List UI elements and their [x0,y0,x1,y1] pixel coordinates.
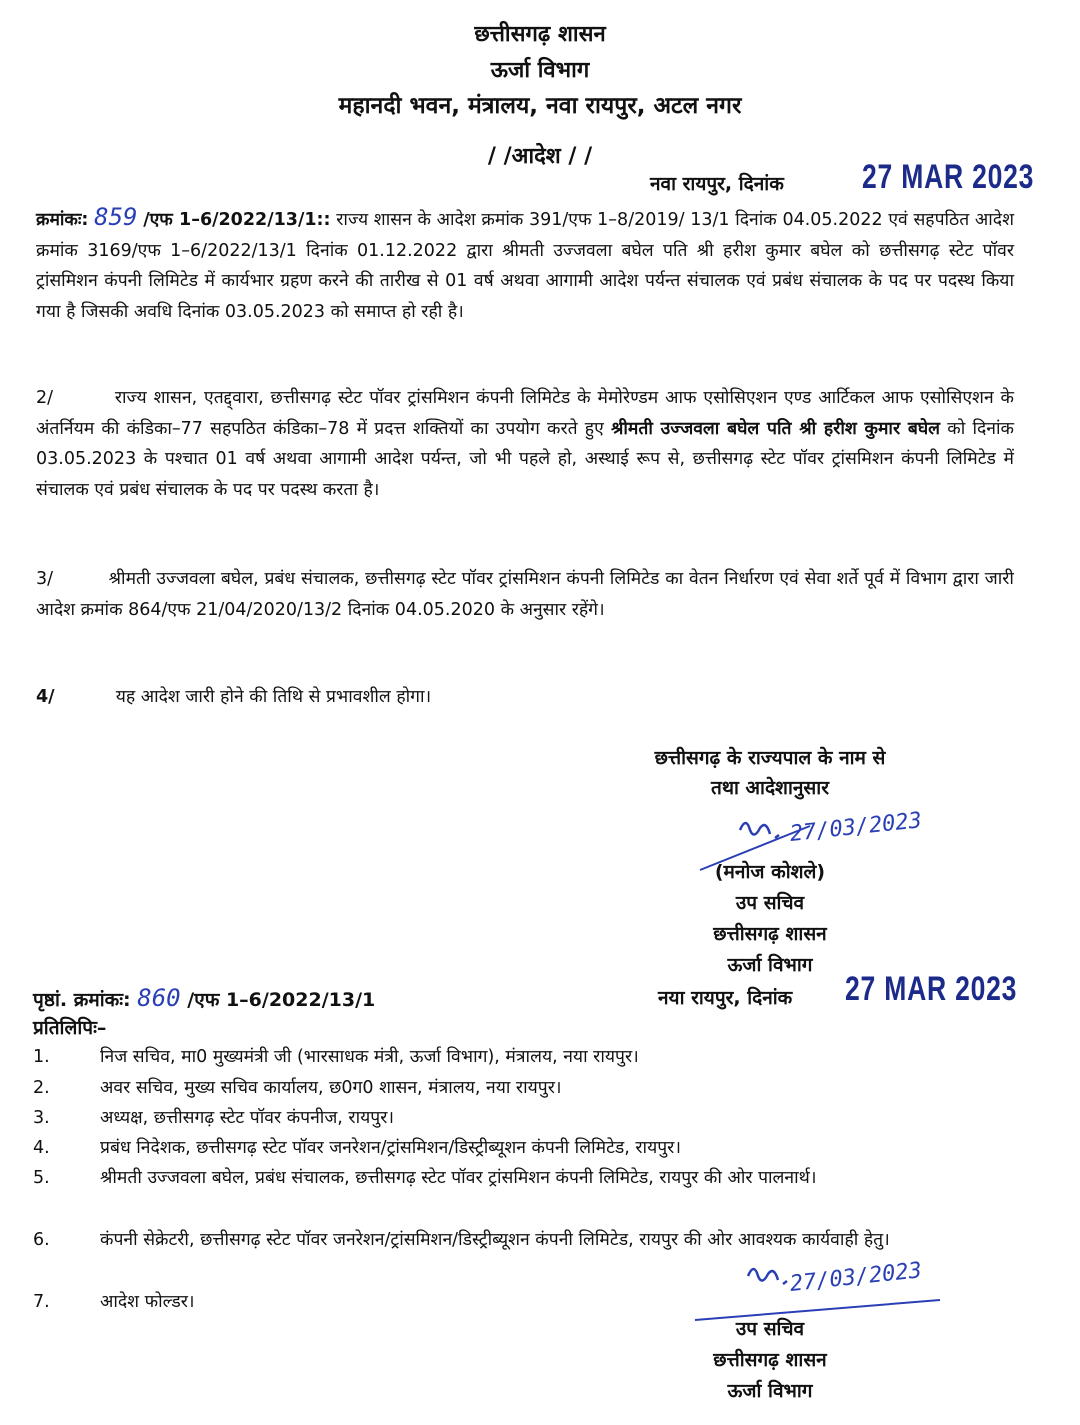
paragraph-2-officer-name: श्रीमती उज्जवला बघेल पति श्री हरीश कुमार बघेल [610,418,941,439]
copy-item-number: 6. [33,1230,50,1250]
date-stamp: 27 MAR 2023 [862,158,1035,196]
paragraph-4-number: 4/ [36,687,55,707]
copy-list-item [0,1163,1080,1227]
signature-authority-2: तथा आदेशानुसार [711,777,829,799]
order-number-handwritten: 859 [94,203,138,231]
order-paragraph-4 [36,682,1014,713]
signatory-name: (मनोज कोशले) [714,861,826,883]
copy-item-number: 5. [33,1168,50,1188]
copy-item-number: 3. [33,1108,50,1128]
dateline-place: नवा रायपुर, दिनांक [650,173,784,195]
header-address: महानदी भवन, मंत्रालय, नवा रायपुर, अटल नगर [338,93,742,119]
paragraph-2-text-a: राज्य शासन, एतद्द्वारा, छत्तीसगढ़ स्टेट पॉवर ट्रांसमिशन कंपनी लिमिटेड के मेमोरेण्डम आफ एसोसिएशन एण्ड आर्टिकल आफ एसोसिएशन के अंतर्नियम की कंडिका–77 सहपठित कंडिका–78 में प्रदत्त शक्तियों का उपयोग करते हुए [36,388,1014,439]
copy-item-text: प्रबंध निदेशक, छत्तीसगढ़ स्टेट पॉवर जनरेशन/ट्रांसमिशन/डिस्ट्रीब्यूशन कंपनी लिमिटेड, रायपुर। [100,1138,681,1158]
copy-item-number: 1. [33,1047,50,1067]
copy-item-text: श्रीमती उज्जवला बघेल, प्रबंध संचालक, छत्तीसगढ़ स्टेट पॉवर ट्रांसमिशन कंपनी लिमिटेड, रायपुर की ओर पालनार्थ। [100,1168,817,1188]
copy-to-label: प्रतिलिपिः– [33,1017,107,1039]
endorsement-date-stamp: 27 MAR 2023 [845,970,1018,1008]
paragraph-2-text-b: को दिनांक 03.05.2023 के पश्चात 01 वर्ष अथवा आगामी आदेश पर्यन्त, जो भी पहले हो, अस्थाई रूप से, छत्तीसगढ़ स्टेट पॉवर ट्रांसमिशन कंपनी लिमिटेड में संचालक एवं प्रबंध संचालक के पद पर पदस्थ करता है। [36,418,1014,500]
copy-item-text: आदेश फोल्डर। [100,1292,195,1312]
paragraph-3-text: श्रीमती उज्जवला बघेल, प्रबंध संचालक, छत्तीसगढ़ स्टेट पॉवर ट्रांसमिशन कंपनी लिमिटेड का वेतन निर्धारण एवं सेवा शर्ते पूर्व में विभाग द्वारा जारी आदेश क्रमांक 864/एफ 21/04/2020/13/2 दिनांक 04.05.2020 के अनुसार रहेंगे। [36,569,1014,620]
endorsement-place: नया रायपुर, दिनांक [658,987,793,1009]
copy-item-number: 2. [33,1078,50,1098]
signatory-2-designation: उप सचिव [735,1318,805,1340]
copy-list-item [0,1073,1080,1107]
endorsement-number [33,984,375,1012]
copy-item-text: निज सचिव, मा0 मुख्यमंत्री जी (भारसाधक मंत्री, ऊर्जा विभाग), मंत्रालय, नया रायपुर। [100,1047,639,1067]
paragraph-3-number: 3/ [36,569,54,589]
order-paragraph-1 [36,202,1014,327]
order-title: / /आदेश / / [487,144,593,169]
header-department: ऊर्जा विभाग [490,58,590,83]
signatory-government: छत्तीसगढ़ शासन [713,923,827,945]
paragraph-4-text: यह आदेश जारी होने की तिथि से प्रभावशील होगा। [115,687,432,707]
order-number-suffix: /एफ 1–6/2022/13/1:: [143,210,331,230]
order-number-label: क्रमांकः: [36,210,89,230]
copy-list-item [0,1103,1080,1137]
copy-list-item [0,1042,1080,1076]
paragraph-1-text: राज्य शासन के आदेश क्रमांक 391/एफ 1–8/2019/ 13/1 दिनांक 04.05.2022 एवं सहपठित आदेश क्रमांक 3169/एफ 1–6/2022/13/1 दिनांक 01.12.2022 द्वारा श्रीमती उज्जवला बघेल पति श्री हरीश कुमार बघेल को छत्तीसगढ़ स्टेट पॉवर ट्रांसमिशन कंपनी लिमिटेड में कार्यभार ग्रहण करने की तारीख से 01 वर्ष अथवा आगामी आदेश पर्यन्त संचालक एवं प्रबंध संचालक के पद पर पदस्थ किया गया है जिसकी अवधि दिनांक 03.05.2023 को समाप्त हो रही है। [36,210,1014,322]
copy-item-number: 7. [33,1292,50,1312]
signatory-2-department: ऊर्जा विभाग [727,1380,813,1402]
signature-authority: छत्तीसगढ़ के राज्यपाल के नाम से [654,747,886,769]
copy-list-item [0,1133,1080,1167]
header-government: छत्तीसगढ़ शासन [474,22,606,47]
signature-2-date: 27/03/2023 [788,1258,924,1297]
order-paragraph-2 [36,383,1014,505]
signature-1-date: 27/03/2023 [788,808,924,847]
copy-item-number: 4. [33,1138,50,1158]
endorsement-number-suffix: /एफ 1–6/2022/13/1 [187,989,376,1011]
endorsement-number-label: पृष्ठां. क्रमांकः: [33,989,131,1011]
signatory-2-government: छत्तीसगढ़ शासन [713,1349,827,1371]
endorsement-number-handwritten: 860 [137,984,181,1012]
signatory-designation: उप सचिव [735,892,805,914]
order-paragraph-3 [36,564,1014,625]
copy-item-text: अध्यक्ष, छत्तीसगढ़ स्टेट पॉवर कंपनीज, रायपुर। [100,1108,395,1128]
copy-item-text: कंपनी सेक्रेटरी, छत्तीसगढ़ स्टेट पॉवर जनरेशन/ट्रांसमिशन/डिस्ट्रीब्यूशन कंपनी लिमिटेड, रायपुर की ओर आवश्यक कार्यवाही हेतु। [100,1230,890,1250]
paragraph-2-number: 2/ [36,388,54,408]
signatory-department: ऊर्जा विभाग [727,954,813,976]
copy-item-text: अवर सचिव, मुख्य सचिव कार्यालय, छ0ग0 शासन, मंत्रालय, नया रायपुर। [100,1078,562,1098]
